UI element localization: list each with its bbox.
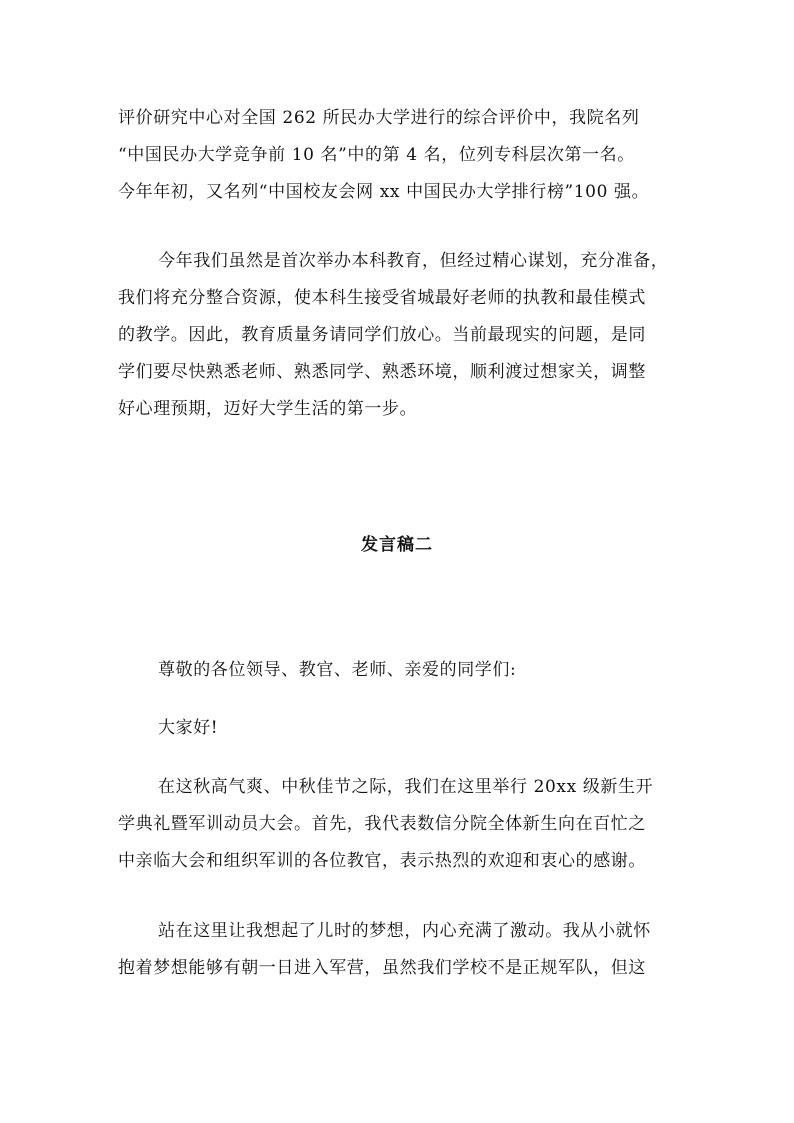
text-line: 好心理预期，迈好大学生活的第一步。 bbox=[118, 399, 418, 419]
greeting-text: 大家好! bbox=[158, 718, 219, 738]
text-line: 的教学。因此，教育质量务请同学们放心。当前最现实的问题，是同 bbox=[118, 325, 646, 345]
text-line: 在这秋高气爽、中秋佳节之际，我们在这里举行 20xx 级新生开 bbox=[158, 777, 654, 797]
text-line: 中亲临大会和组织军训的各位教官，表示热烈的欢迎和衷心的感谢。 bbox=[118, 851, 646, 871]
text-line: 站在这里让我想起了儿时的梦想，内心充满了激动。我从小就怀 bbox=[158, 921, 651, 941]
paragraph-ranking bbox=[118, 100, 678, 211]
text-line: 学典礼暨军训动员大会。首先，我代表数信分院全体新生向在百忙之 bbox=[118, 814, 646, 834]
paragraph-dream bbox=[118, 913, 678, 987]
greeting-paragraph bbox=[118, 710, 678, 747]
paragraph-undergraduate bbox=[118, 243, 678, 428]
text-line: 今年我们虽然是首次举办本科教育，但经过精心谋划，充分准备， bbox=[158, 251, 669, 271]
salutation-text: 尊敬的各位领导、教官、老师、亲爱的同学们: bbox=[158, 660, 517, 680]
text-line: 抱着梦想能够有朝一日进入军营，虽然我们学校不是正规军队，但这 bbox=[118, 958, 646, 978]
section-heading: 发言稿二 bbox=[361, 535, 433, 555]
text-line: 评价研究中心对全国 262 所民办大学进行的综合评价中，我院名列 bbox=[118, 108, 640, 128]
paragraph-opening bbox=[118, 769, 678, 880]
text-line: 我们将充分整合资源，使本科生接受省城最好老师的执教和最佳模式 bbox=[118, 288, 646, 308]
text-line: 学们要尽快熟悉老师、熟悉同学、熟悉环境，顺利渡过想家关，调整 bbox=[118, 362, 646, 382]
text-line: 今年年初，又名列“中国校友会网 xx 中国民办大学排行榜”100 强。 bbox=[118, 182, 650, 202]
text-line: “中国民办大学竞争前 10 名”中的第 4 名，位列专科层次第一名。 bbox=[118, 145, 635, 165]
salutation-paragraph bbox=[118, 652, 678, 689]
